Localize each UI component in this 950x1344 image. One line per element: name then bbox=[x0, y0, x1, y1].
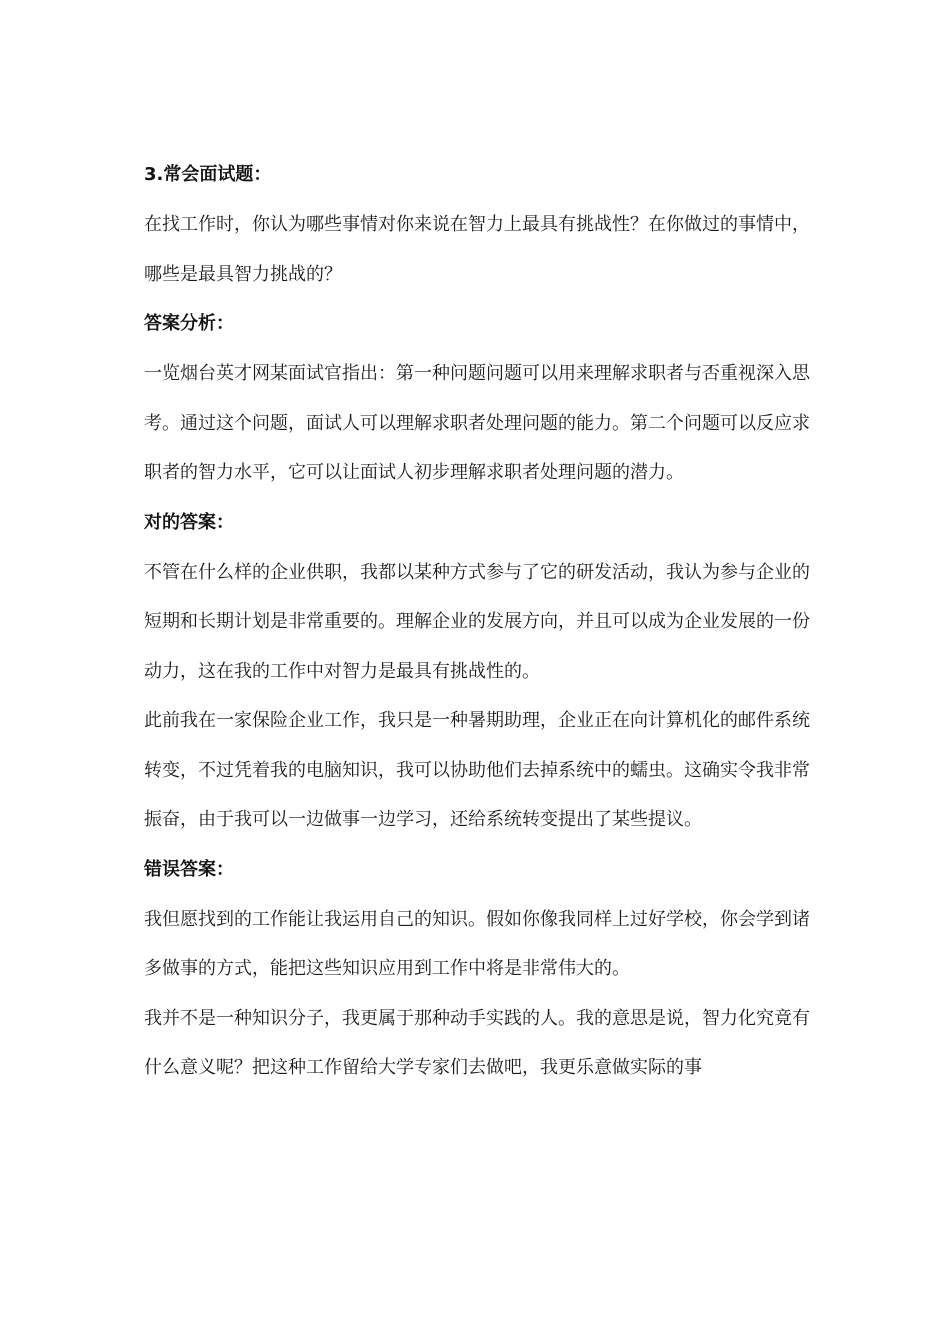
section-heading-correct-answer: 对的答案： bbox=[144, 511, 234, 533]
section-heading-answer-analysis: 答案分析： bbox=[144, 313, 234, 334]
question-paragraph: 在找工作时，你认为哪些事情对你来说在智力上最具有挑战性？在你做过的事情中，哪些是最具智力挑战的？ bbox=[144, 214, 810, 285]
correct-answer-paragraph-1: 不管在什么样的企业供职，我都以某种方式参与了它的研发活动，我认为参与企业的短期和长期计划是非常重要的。理解企业的发展方向，并且可以成为企业发展的一份动力，这在我的工作中对智力是最具有挑战性的。 bbox=[144, 561, 810, 682]
wrong-answer-paragraph-2: 我并不是一种知识分子，我更属于那种动手实践的人。我的意思是说，智力化究竟有什么意义呢？把这种工作留给大学专家们去做吧，我更乐意做实际的事 bbox=[144, 1007, 810, 1078]
wrong-answer-paragraph-1: 我但愿找到的工作能让我运用自己的知识。假如你像我同样上过好学校，你会学到诸多做事的方式，能把这些知识应用到工作中将是非常伟大的。 bbox=[144, 908, 810, 979]
section-heading-interview-question: 3.常会面试题： bbox=[144, 164, 272, 185]
correct-answer-paragraph-2: 此前我在一家保险企业工作，我只是一种暑期助理，企业正在向计算机化的邮件系统转变，不过凭着我的电脑知识，我可以协助他们去掉系统中的蠕虫。这确实令我非常振奋，由于我可以一边做事一边学习，还给系统转变提出了某些提议。 bbox=[144, 710, 810, 830]
section-heading-wrong-answer: 错误答案： bbox=[144, 858, 234, 880]
document-body bbox=[144, 150, 810, 1093]
analysis-paragraph: 一览烟台英才网某面试官指出：第一种问题问题可以用来理解求职者与否重视深入思考。通过这个问题，面试人可以理解求职者处理问题的能力。第二个问题可以反应求职者的智力水平，它可以让面试人初步理解求职者处理问题的潜力。 bbox=[144, 363, 810, 483]
